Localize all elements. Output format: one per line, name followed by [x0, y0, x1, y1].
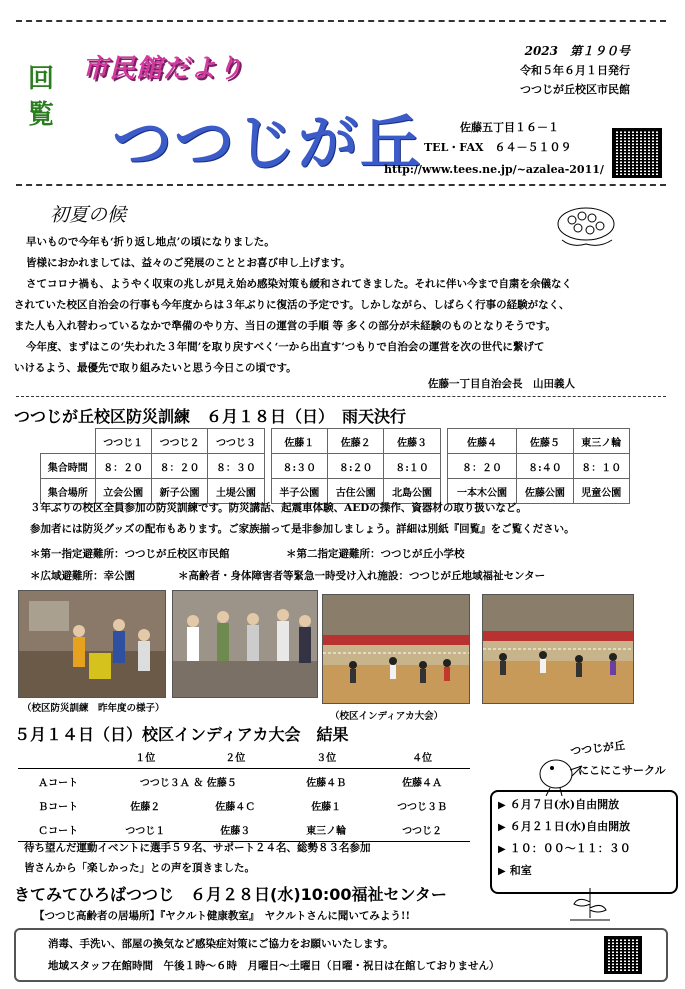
- shelter-3: ＊広域避難所：幸公園: [30, 570, 135, 582]
- rank-1: １位: [135, 752, 156, 764]
- court-b-label: Ｂコート: [38, 801, 79, 813]
- drill-area-2: つつじ２: [151, 429, 207, 454]
- newsletter-name: 市民館だより: [82, 54, 245, 84]
- court-c-rank-3: 東三ノ輪: [306, 825, 347, 837]
- drill-time-7: ８：２０: [447, 454, 516, 479]
- court-a-rank-1-2: つつじ３Ａ ＆ 佐藤５: [139, 777, 237, 789]
- court-c-label: Ｃコート: [38, 825, 79, 837]
- circle-name-2: にこにこサークル: [578, 764, 666, 777]
- footer-line-1: 消毒、手洗い、部屋の換気など感染症対策にご協力をお願いいたします。: [48, 938, 394, 950]
- drill-place-6: 北島公園: [384, 479, 440, 504]
- greeting-body: [14, 232, 664, 379]
- drill-time-6: ８:１０: [384, 454, 440, 479]
- court-a-rank-4: 佐藤４Ａ: [402, 777, 443, 789]
- photo-drill-1: [18, 590, 166, 698]
- circle-item-1-text: ６月７日(水)自由開放: [509, 798, 620, 811]
- drill-time-4: ８:３０: [271, 454, 327, 479]
- caption-indiaca: （校区インディアカ大会）: [330, 711, 444, 722]
- drill-area-8: 佐藤５: [517, 429, 573, 454]
- circle-item-4: [498, 860, 670, 882]
- drill-area-4: 佐藤１: [271, 429, 327, 454]
- drill-area-7: 佐藤４: [447, 429, 516, 454]
- issue-info: [500, 42, 630, 99]
- circulation-char-2: 覧: [28, 100, 55, 130]
- drill-description: [30, 498, 670, 540]
- court-a-label: Ａコート: [38, 777, 79, 789]
- circle-schedule: [490, 790, 678, 894]
- greeting-line-3: さてコロナ禍も、ようやく収束の兆しが見え始め感染対策も緩和されてきました。それに伴い今まで自粛を余儀なく: [26, 278, 572, 290]
- flower-stand-icon: [560, 888, 620, 924]
- drill-place-2: 新子公園: [151, 479, 207, 504]
- greeting-line-4: されていた校区自治会の行事も今年度からは３年ぶりに復活の予定です。しかしながら、しばらく行事の経験がなく、: [14, 299, 570, 311]
- drill-place-1: 立会公園: [95, 479, 151, 504]
- drill-time-9: ８：１０: [573, 454, 629, 479]
- circle-item-3-text: １０：００～１１：３０: [509, 842, 631, 855]
- drill-place-8: 佐藤公園: [517, 479, 573, 504]
- issue-date: 令和５年６月１日発行: [520, 64, 630, 77]
- greeting-line-6: 今年度、まずはこの‘失われた３年間’を取り戻すべく‘一から出直す’つもりで自治会の運営を次の世代に繋げて: [26, 341, 545, 353]
- indiaca-rank-row: [18, 744, 470, 769]
- footer-notice: [14, 928, 668, 982]
- photo-indiaca-1: [322, 594, 470, 704]
- drill-time-5: ８:２０: [328, 454, 384, 479]
- drill-text-1: ３年ぶりの校区全員参加の防災訓練です。防災講話、起震車体験、AEDの操作、資器材の取り扱いなど。: [30, 502, 527, 514]
- greeting-divider: [16, 396, 666, 397]
- footer-line-2: 地域スタッフ在館時間 午後１時～６時 月曜日～土曜日（日曜・祝日は在館しておりません）: [48, 960, 500, 972]
- page-title: つつじが丘: [112, 109, 422, 179]
- court-b-rank-1: 佐藤２: [130, 801, 161, 813]
- drill-place-4: 半子公園: [271, 479, 327, 504]
- kitemite-sub: 【つつじ高齢者の居場所】『ヤクルト健康教室』 ヤクルトさんに聞いてみよう!!: [34, 910, 411, 922]
- drill-area-6: 佐藤３: [384, 429, 440, 454]
- drill-time-1: ８：２０: [95, 454, 151, 479]
- drill-place-3: 土堤公園: [208, 479, 264, 504]
- greeting-line-1: 早いもので今年も‘折り返し地点’の頃になりました。: [26, 236, 275, 248]
- circle-item-3: [498, 838, 670, 860]
- court-c-rank-1: つつじ１: [125, 825, 166, 837]
- court-b-row: [18, 793, 470, 817]
- top-divider: [16, 20, 666, 22]
- triangle-bullet-icon: ▶: [498, 866, 506, 877]
- tel-fax: TEL・FAX ６４－５１０９: [424, 141, 572, 154]
- court-b-rank-3: 佐藤１: [311, 801, 342, 813]
- court-a-rank-3: 佐藤４Ｂ: [306, 777, 347, 789]
- drill-time-label: 集合時間: [41, 454, 96, 479]
- shelter-2: ＊第二指定避難所：つつじが丘小学校: [286, 548, 465, 560]
- greeting-signature: 佐藤一丁目自治会長 山田義人: [428, 378, 575, 390]
- drill-place-5: 古住公園: [328, 479, 384, 504]
- publisher: つつじが丘校区市民館: [520, 83, 630, 96]
- qr-code-bottom: [604, 936, 642, 974]
- drill-time-8: ８:４０: [517, 454, 573, 479]
- drill-place-label: 集合場所: [41, 479, 96, 504]
- drill-time-row: [41, 454, 630, 479]
- greeting-line-2: 皆様におかれましては、益々のご発展のこととお喜び申し上げます。: [26, 257, 351, 269]
- indiaca-text-2: 皆さんから「楽しかった」との声を頂きました。: [24, 862, 255, 874]
- caption-drill: （校区防災訓練 昨年度の様子）: [22, 703, 165, 714]
- drill-title: つつじが丘校区防災訓練 ６月１８日（日） 雨天決行: [14, 407, 407, 426]
- indiaca-results-table: [18, 744, 470, 842]
- court-b-rank-2: 佐藤４Ｃ: [215, 801, 256, 813]
- court-c-rank-4: つつじ２: [402, 825, 443, 837]
- header-divider: [16, 184, 666, 186]
- drill-area-1: つつじ１: [95, 429, 151, 454]
- court-c-rank-2: 佐藤３: [220, 825, 251, 837]
- photo-drill-2: [172, 590, 318, 698]
- greeting-line-5: また人も入れ替わっているなかで準備のやり方、当日の運営の手順 等 多くの部分が未経験のものとなりそうです。: [14, 320, 556, 332]
- url-link[interactable]: http://www.tees.ne.jp/~azalea-2011/: [384, 163, 604, 176]
- drill-table: [40, 428, 630, 504]
- triangle-bullet-icon: ▶: [498, 822, 506, 833]
- kitemite-title: きてみてひろばつつじ ６月２８日(水)10:00福祉センター: [14, 885, 447, 904]
- drill-area-9: 東三ノ輪: [573, 429, 629, 454]
- circle-item-1: [498, 794, 670, 816]
- circulation-mark: [28, 64, 54, 130]
- rank-2: ２位: [225, 752, 246, 764]
- circulation-char-1: 回: [28, 64, 55, 94]
- circle-item-2: [498, 816, 670, 838]
- photo-indiaca-2: [482, 594, 634, 704]
- drill-area-3: つつじ３: [208, 429, 264, 454]
- drill-area-5: 佐藤２: [328, 429, 384, 454]
- issue-number: 2023 第１９０号: [524, 44, 630, 58]
- drill-place-7: 一本木公園: [447, 479, 516, 504]
- circle-name-1: つつじが丘: [569, 739, 626, 758]
- court-b-rank-4: つつじ３Ｂ: [397, 801, 448, 813]
- shelter-1: ＊第一指定避難所：つつじが丘校区市民館: [30, 548, 230, 560]
- drill-text-2: 参加者には防災グッズの配布もあります。ご家族揃って是非参加しましょう。詳細は別紙『回覧』をご覧ください。: [30, 523, 575, 535]
- triangle-bullet-icon: ▶: [498, 800, 506, 811]
- address: 佐藤五丁目１６－１: [460, 121, 559, 134]
- qr-code-top: [612, 128, 662, 178]
- drill-place-9: 児童公園: [573, 479, 629, 504]
- greeting-heading: 初夏の候: [50, 204, 127, 226]
- circle-item-2-text: ６月２１日(水)自由開放: [509, 820, 631, 833]
- triangle-bullet-icon: ▶: [498, 844, 506, 855]
- indiaca-title: ５月１４日（日）校区インディアカ大会 結果: [14, 725, 349, 744]
- drill-time-3: ８：３０: [208, 454, 264, 479]
- indiaca-text-1: 待ち望んだ運動イベントに選手５９名、サポート２４名、総勢８３名参加: [24, 842, 371, 854]
- shelter-4: ＊高齢者・身体障害者等緊急一時受け入れ施設：つつじが丘地域福祉センター: [178, 570, 546, 582]
- drill-header-row: [41, 429, 630, 454]
- circle-item-4-text: 和室: [509, 864, 532, 877]
- rank-3: ３位: [316, 752, 337, 764]
- greeting-line-7: いけるよう、最優先で取り組みたいと思う今日この頃です。: [14, 362, 297, 374]
- court-a-row: [18, 769, 470, 794]
- drill-time-2: ８：２０: [151, 454, 207, 479]
- rank-4: ４位: [412, 752, 433, 764]
